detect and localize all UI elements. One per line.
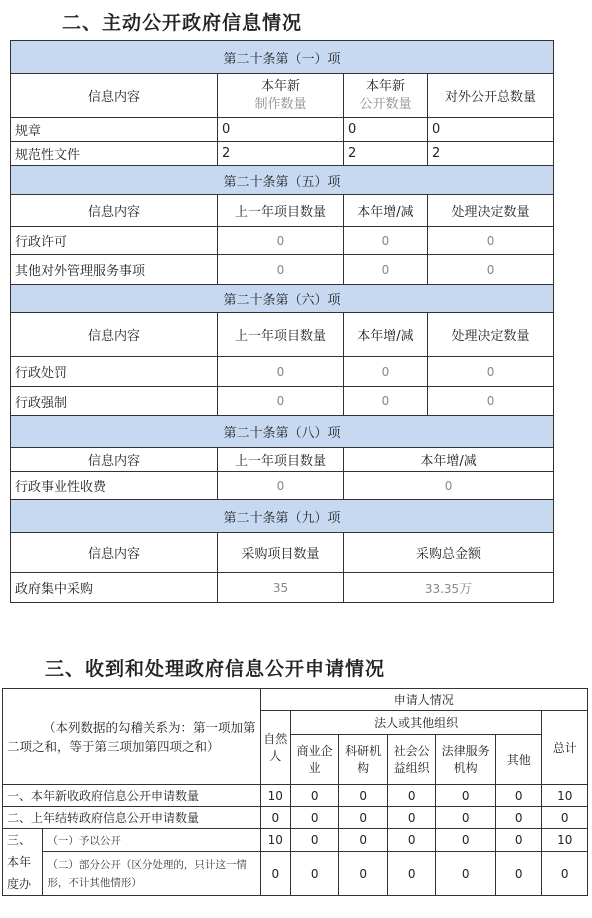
row-label: （二）部分公开（区分处理的，只计这一情形，不计其他情形） [43, 852, 260, 896]
table-cell: 0 [290, 807, 338, 829]
section-3-title: 三、收到和处理政府信息公开申请情况 [45, 658, 386, 680]
table-note: （本列数据的勾稽关系为：第一项加第二项之和，等于第三项加第四项之和） [3, 689, 261, 785]
column-header: 商业企业 [290, 735, 338, 785]
column-header: 本年增/减 [344, 448, 554, 472]
table-cell: 10 [260, 829, 290, 852]
row-label: 行政许可 [11, 227, 218, 255]
table-cell: 0 [339, 829, 387, 852]
table-cell: 0 [339, 852, 387, 896]
table-cell: 35 [218, 573, 344, 603]
table-cell: 0 [387, 807, 435, 829]
column-header: 社会公益组织 [387, 735, 435, 785]
table-cell: 0 [344, 255, 428, 285]
table-cell: 0 [290, 785, 338, 807]
column-header: 对外公开总数量 [428, 74, 554, 118]
column-header: 信息内容 [11, 533, 218, 573]
table-cell: 0 [387, 785, 435, 807]
column-header: 信息内容 [11, 74, 218, 118]
table-cell: 33.35万 [344, 573, 554, 603]
row-label: 行政强制 [11, 387, 218, 416]
row-label: （一）予以公开 [43, 829, 260, 852]
column-header: 采购总金额 [344, 533, 554, 573]
table-cell: 0 [339, 807, 387, 829]
row-label: 规章 [11, 118, 218, 142]
column-header: 本年增/减 [344, 195, 428, 227]
row-label: 行政处罚 [11, 357, 218, 387]
column-header: 上一年项目数量 [218, 313, 344, 357]
table-cell: 0 [344, 118, 428, 142]
row-label: 二、上年结转政府信息公开申请数量 [3, 807, 261, 829]
table-cell: 0 [290, 829, 338, 852]
table-cell: 0 [436, 785, 496, 807]
section-header: 第二十条第（五）项 [11, 166, 554, 195]
row-label: 一、本年新收政府信息公开申请数量 [3, 785, 261, 807]
column-header: 上一年项目数量 [218, 195, 344, 227]
section-header: 第二十条第（一）项 [11, 41, 554, 74]
table-cell: 0 [260, 807, 290, 829]
column-header: 法律服务机构 [436, 735, 496, 785]
column-header: 信息内容 [11, 313, 218, 357]
table-cell: 0 [436, 829, 496, 852]
table-cell: 10 [542, 785, 588, 807]
table-cell: 0 [344, 387, 428, 416]
table-cell: 0 [542, 807, 588, 829]
table-cell: 0 [428, 357, 554, 387]
table-cell: 0 [344, 472, 554, 500]
column-header: 本年新 公开数量 [344, 74, 428, 118]
table-cell: 0 [436, 852, 496, 896]
column-header: 处理决定数量 [428, 313, 554, 357]
table-cell: 0 [260, 852, 290, 896]
table-cell: 0 [495, 852, 541, 896]
column-header: 采购项目数量 [218, 533, 344, 573]
column-header: 信息内容 [11, 195, 218, 227]
section-header: 第二十条第（八）项 [11, 416, 554, 448]
table-cell: 0 [290, 852, 338, 896]
column-header: 其他 [495, 735, 541, 785]
table-cell: 0 [344, 227, 428, 255]
row-label: 政府集中采购 [11, 573, 218, 603]
table-cell: 0 [495, 785, 541, 807]
table-cell: 2 [428, 142, 554, 166]
table-cell: 0 [387, 852, 435, 896]
application-table [2, 688, 588, 896]
row-label: 行政事业性收费 [11, 472, 218, 500]
column-header: 本年新 制作数量 [218, 74, 344, 118]
section-2-title: 二、主动公开政府信息情况 [62, 12, 303, 34]
table-cell: 0 [344, 357, 428, 387]
applicant-header: 申请人情况 [260, 689, 587, 711]
table-cell: 0 [495, 807, 541, 829]
table-cell: 0 [218, 357, 344, 387]
table-cell: 0 [428, 227, 554, 255]
table-cell: 0 [218, 472, 344, 500]
table-cell: 2 [344, 142, 428, 166]
table-cell: 0 [428, 255, 554, 285]
column-header: 信息内容 [11, 448, 218, 472]
table-cell: 0 [495, 829, 541, 852]
natural-person-header: 自然人 [260, 711, 290, 785]
section-header: 第二十条第（九）项 [11, 500, 554, 533]
table-cell: 0 [339, 785, 387, 807]
table-cell: 0 [218, 255, 344, 285]
column-header: 科研机构 [339, 735, 387, 785]
table-cell: 0 [387, 829, 435, 852]
section-header: 第二十条第（六）项 [11, 285, 554, 313]
table-cell: 0 [218, 387, 344, 416]
table-cell: 2 [218, 142, 344, 166]
table-cell: 0 [436, 807, 496, 829]
table-cell: 0 [428, 118, 554, 142]
table-cell: 10 [260, 785, 290, 807]
row-label: 规范性文件 [11, 142, 218, 166]
row-label: 其他对外管理服务事项 [11, 255, 218, 285]
table-cell: 0 [218, 227, 344, 255]
table-cell: 10 [542, 829, 588, 852]
proactive-disclosure-table [10, 40, 554, 603]
legal-org-header: 法人或其他组织 [290, 711, 542, 735]
total-header: 总计 [542, 711, 588, 785]
table-cell: 0 [218, 118, 344, 142]
row-group-label: 三、本年度办 [3, 829, 43, 896]
table-cell: 0 [428, 387, 554, 416]
column-header: 上一年项目数量 [218, 448, 344, 472]
table-cell: 0 [542, 852, 588, 896]
column-header: 处理决定数量 [428, 195, 554, 227]
column-header: 本年增/减 [344, 313, 428, 357]
